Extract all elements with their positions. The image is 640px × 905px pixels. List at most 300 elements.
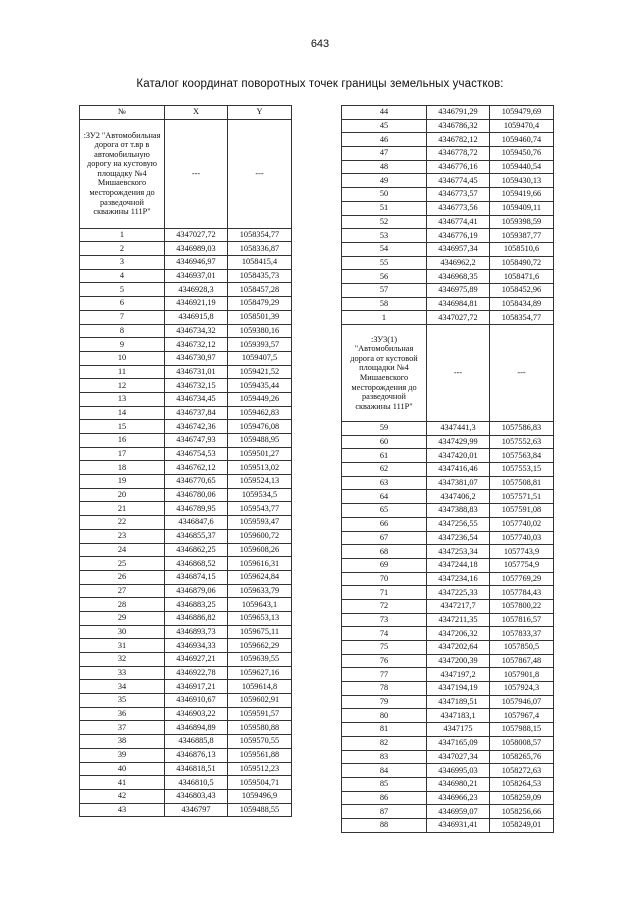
point-number: 78 — [342, 682, 427, 696]
point-number: 88 — [342, 818, 427, 832]
coord-x: 4346778,72 — [427, 147, 490, 161]
coord-x: 4346789,95 — [165, 502, 228, 516]
table-row — [80, 406, 292, 420]
table-row — [342, 531, 554, 545]
point-number: 36 — [80, 707, 165, 721]
coord-y: 1058457,28 — [228, 283, 292, 297]
coord-y: 1059600,72 — [228, 529, 292, 543]
coord-x: 4346980,21 — [427, 777, 490, 791]
point-number: 2 — [80, 242, 165, 256]
coord-x: 4347217,7 — [427, 599, 490, 613]
table-row — [342, 736, 554, 750]
table-row — [80, 694, 292, 708]
point-number: 38 — [80, 735, 165, 749]
table-row — [342, 106, 554, 120]
coord-x: 4346732,15 — [165, 379, 228, 393]
coord-y: 1058272,63 — [490, 764, 554, 778]
table-row — [80, 461, 292, 475]
coord-x: 4346989,03 — [165, 242, 228, 256]
point-number: 30 — [80, 625, 165, 639]
table-row — [80, 488, 292, 502]
point-number: 48 — [342, 160, 427, 174]
coord-y: 1057586,83 — [490, 422, 554, 436]
coord-x: 4346786,32 — [427, 119, 490, 133]
coord-y: 1058435,73 — [228, 269, 292, 283]
coord-x: 4346876,13 — [165, 748, 228, 762]
coord-y: 1059440,54 — [490, 160, 554, 174]
point-number: 9 — [80, 338, 165, 352]
coord-y: 1059380,16 — [228, 324, 292, 338]
point-number: 84 — [342, 764, 427, 778]
coord-y: 1059543,77 — [228, 502, 292, 516]
point-number: 22 — [80, 516, 165, 530]
coord-x: 4347441,3 — [427, 422, 490, 436]
table-row — [342, 449, 554, 463]
coord-x: 4347027,72 — [427, 311, 490, 325]
coord-x: 4346927,21 — [165, 653, 228, 667]
coord-y: 1059616,31 — [228, 557, 292, 571]
coordinates-table-right — [341, 105, 554, 833]
coord-y: 1057850,5 — [490, 641, 554, 655]
point-number: 46 — [342, 133, 427, 147]
coord-y: 1057901,8 — [490, 668, 554, 682]
coord-x: 4346780,06 — [165, 488, 228, 502]
table-row — [342, 283, 554, 297]
point-number: 29 — [80, 611, 165, 625]
point-number: 31 — [80, 639, 165, 653]
coord-y: 1057563,84 — [490, 449, 554, 463]
table-row — [80, 310, 292, 324]
header-x: X — [165, 106, 228, 120]
table-row — [342, 435, 554, 449]
coord-x: 4346731,01 — [165, 365, 228, 379]
point-number: 58 — [342, 297, 427, 311]
coord-y: 1057740,03 — [490, 531, 554, 545]
coord-x: 4346922,78 — [165, 666, 228, 680]
table-row — [342, 242, 554, 256]
point-number: 35 — [80, 694, 165, 708]
point-number: 82 — [342, 736, 427, 750]
coord-x: 4346957,34 — [427, 242, 490, 256]
table-row — [80, 242, 292, 256]
coord-x: 4346984,81 — [427, 297, 490, 311]
table-row — [80, 584, 292, 598]
coord-x: 4346754,53 — [165, 447, 228, 461]
coord-x: 4346773,57 — [427, 188, 490, 202]
point-number: 43 — [80, 803, 165, 817]
page-title: Каталог координат поворотных точек границы земельных участков: — [136, 78, 504, 90]
page-number: 643 — [310, 38, 330, 50]
coord-y: 1059653,13 — [228, 611, 292, 625]
coordinates-table-left — [79, 105, 292, 817]
point-number: 72 — [342, 599, 427, 613]
point-number: 19 — [80, 475, 165, 489]
table-row — [80, 598, 292, 612]
coord-x: 4346966,23 — [427, 791, 490, 805]
table-row — [80, 789, 292, 803]
point-number: 7 — [80, 310, 165, 324]
table-row — [342, 545, 554, 559]
coord-x: 4347206,32 — [427, 627, 490, 641]
point-number: 77 — [342, 668, 427, 682]
coord-x: 4346883,25 — [165, 598, 228, 612]
coord-x: 4346874,15 — [165, 570, 228, 584]
coord-y: 1059419,66 — [490, 188, 554, 202]
coord-y: 1059462,83 — [228, 406, 292, 420]
table-row — [80, 557, 292, 571]
coord-y: 1058259,09 — [490, 791, 554, 805]
coord-y: 1057800,22 — [490, 599, 554, 613]
coord-x: 4346928,3 — [165, 283, 228, 297]
point-number: 70 — [342, 572, 427, 586]
coord-x: 4346747,93 — [165, 434, 228, 448]
coord-x: 4346959,07 — [427, 805, 490, 819]
coord-x: 4346937,01 — [165, 269, 228, 283]
coord-x: 4346868,52 — [165, 557, 228, 571]
point-number: 17 — [80, 447, 165, 461]
coord-x: 4346797 — [165, 803, 228, 817]
coord-y: 1059398,59 — [490, 215, 554, 229]
point-number: 49 — [342, 174, 427, 188]
coord-y: 1058434,89 — [490, 297, 554, 311]
point-number: 42 — [80, 789, 165, 803]
table-row — [80, 639, 292, 653]
coord-x: 4346770,65 — [165, 475, 228, 489]
coord-x: 4346885,8 — [165, 735, 228, 749]
coord-y: 1059627,16 — [228, 666, 292, 680]
coord-x: 4346774,41 — [427, 215, 490, 229]
coord-y: 1058479,29 — [228, 297, 292, 311]
point-number: 45 — [342, 119, 427, 133]
coord-y: 1057946,07 — [490, 695, 554, 709]
table-row — [342, 147, 554, 161]
point-number: 27 — [80, 584, 165, 598]
coord-x: 4347253,34 — [427, 545, 490, 559]
coord-y: 1059591,57 — [228, 707, 292, 721]
coord-x: 4347225,33 — [427, 586, 490, 600]
table-row — [342, 119, 554, 133]
table-row — [80, 502, 292, 516]
coord-x: 4346810,5 — [165, 776, 228, 790]
table-row — [80, 570, 292, 584]
point-number: 28 — [80, 598, 165, 612]
coord-x: 4347189,51 — [427, 695, 490, 709]
point-number: 26 — [80, 570, 165, 584]
table-row — [342, 422, 554, 436]
coord-x: 4347388,83 — [427, 504, 490, 518]
coord-y: 1058008,57 — [490, 736, 554, 750]
coord-y: 1059488,95 — [228, 434, 292, 448]
point-number: 37 — [80, 721, 165, 735]
coord-x: 4346730,97 — [165, 351, 228, 365]
point-number: 4 — [80, 269, 165, 283]
table-row — [80, 529, 292, 543]
table-row — [342, 160, 554, 174]
parcel-label: :ЗУ2 "Автомобильная дорога от т.вр в автомобильную дорогу на кустовую площадку №4 Мишаевского месторождения до разведочной скважины 111Р" — [80, 119, 165, 228]
point-number: 83 — [342, 750, 427, 764]
table-row — [80, 324, 292, 338]
point-number: 63 — [342, 476, 427, 490]
coord-y: 1058510,6 — [490, 242, 554, 256]
table-row — [342, 256, 554, 270]
coord-y: 1057508,81 — [490, 476, 554, 490]
point-number: 69 — [342, 558, 427, 572]
table-row — [342, 750, 554, 764]
coord-y: 1059512,23 — [228, 762, 292, 776]
coord-x: 4346894,89 — [165, 721, 228, 735]
parcel-row — [342, 325, 554, 422]
table-row — [342, 174, 554, 188]
coord-y: 1057816,57 — [490, 613, 554, 627]
point-number: 41 — [80, 776, 165, 790]
table-row — [80, 666, 292, 680]
coord-x: 4346774,45 — [427, 174, 490, 188]
coord-y: 1059561,88 — [228, 748, 292, 762]
coord-y: 1059393,57 — [228, 338, 292, 352]
coord-x: 4346782,12 — [427, 133, 490, 147]
point-number: 80 — [342, 709, 427, 723]
coord-y: 1059675,11 — [228, 625, 292, 639]
parcel-x: --- — [165, 119, 228, 228]
coord-y: 1058354,77 — [228, 228, 292, 242]
point-number: 44 — [342, 106, 427, 120]
point-number: 32 — [80, 653, 165, 667]
point-number: 55 — [342, 256, 427, 270]
point-number: 74 — [342, 627, 427, 641]
coord-y: 1059614,8 — [228, 680, 292, 694]
table-row — [342, 586, 554, 600]
coord-x: 4346803,43 — [165, 789, 228, 803]
table-row — [342, 777, 554, 791]
coord-y: 1059624,84 — [228, 570, 292, 584]
table-row — [80, 762, 292, 776]
coord-y: 1059602,91 — [228, 694, 292, 708]
coord-y: 1058415,4 — [228, 256, 292, 270]
table-row — [80, 475, 292, 489]
coord-y: 1057867,48 — [490, 654, 554, 668]
coord-x: 4346934,33 — [165, 639, 228, 653]
table-row — [342, 805, 554, 819]
table-row — [342, 723, 554, 737]
coord-y: 1057553,15 — [490, 463, 554, 477]
coord-y: 1059449,26 — [228, 392, 292, 406]
coord-x: 4346762,12 — [165, 461, 228, 475]
coord-y: 1059662,29 — [228, 639, 292, 653]
table-row — [342, 818, 554, 832]
coord-x: 4346931,41 — [427, 818, 490, 832]
coord-y: 1058501,39 — [228, 310, 292, 324]
coord-x: 4346915,8 — [165, 310, 228, 324]
coord-y: 1058265,76 — [490, 750, 554, 764]
coord-y: 1059504,71 — [228, 776, 292, 790]
point-number: 68 — [342, 545, 427, 559]
coord-x: 4346903,22 — [165, 707, 228, 721]
header-y: Y — [228, 106, 292, 120]
coord-y: 1059570,55 — [228, 735, 292, 749]
table-row — [342, 504, 554, 518]
table-row — [342, 463, 554, 477]
point-number: 81 — [342, 723, 427, 737]
coord-y: 1058256,66 — [490, 805, 554, 819]
point-number: 73 — [342, 613, 427, 627]
coord-y: 1059409,11 — [490, 201, 554, 215]
coord-y: 1059643,1 — [228, 598, 292, 612]
point-number: 51 — [342, 201, 427, 215]
coord-y: 1059633,79 — [228, 584, 292, 598]
coord-y: 1057833,37 — [490, 627, 554, 641]
table-row — [80, 516, 292, 530]
point-number: 47 — [342, 147, 427, 161]
point-number: 23 — [80, 529, 165, 543]
point-number: 8 — [80, 324, 165, 338]
table-row — [342, 668, 554, 682]
point-number: 6 — [80, 297, 165, 311]
parcel-y: --- — [228, 119, 292, 228]
table-row — [80, 269, 292, 283]
coord-x: 4346995,03 — [427, 764, 490, 778]
table-row — [80, 256, 292, 270]
parcel-x: --- — [427, 325, 490, 422]
coord-x: 4346886,82 — [165, 611, 228, 625]
coord-y: 1057988,15 — [490, 723, 554, 737]
point-number: 11 — [80, 365, 165, 379]
coord-x: 4347234,16 — [427, 572, 490, 586]
coord-x: 4347381,07 — [427, 476, 490, 490]
point-number: 18 — [80, 461, 165, 475]
coord-y: 1058490,72 — [490, 256, 554, 270]
point-number: 3 — [80, 256, 165, 270]
coord-y: 1058264,53 — [490, 777, 554, 791]
coord-y: 1059524,13 — [228, 475, 292, 489]
coord-x: 4347236,54 — [427, 531, 490, 545]
table-row — [342, 270, 554, 284]
coord-y: 1057743,9 — [490, 545, 554, 559]
coord-y: 1058354,77 — [490, 311, 554, 325]
coord-x: 4346879,06 — [165, 584, 228, 598]
coord-x: 4346946,97 — [165, 256, 228, 270]
coord-x: 4346734,32 — [165, 324, 228, 338]
point-number: 34 — [80, 680, 165, 694]
point-number: 64 — [342, 490, 427, 504]
coord-x: 4347194,19 — [427, 682, 490, 696]
coord-x: 4346773,56 — [427, 201, 490, 215]
table-row — [80, 735, 292, 749]
point-number: 76 — [342, 654, 427, 668]
coord-x: 4347175 — [427, 723, 490, 737]
point-number: 5 — [80, 283, 165, 297]
coord-y: 1058336,87 — [228, 242, 292, 256]
coord-x: 4347420,01 — [427, 449, 490, 463]
coord-y: 1059608,26 — [228, 543, 292, 557]
table-row — [342, 791, 554, 805]
table-row — [342, 476, 554, 490]
table-row — [342, 229, 554, 243]
table-row — [80, 625, 292, 639]
table-row — [342, 682, 554, 696]
point-number: 86 — [342, 791, 427, 805]
coord-y: 1059534,5 — [228, 488, 292, 502]
coord-x: 4346917,21 — [165, 680, 228, 694]
table-row — [80, 420, 292, 434]
point-number: 15 — [80, 420, 165, 434]
coord-y: 1059513,02 — [228, 461, 292, 475]
coord-y: 1058452,96 — [490, 283, 554, 297]
point-number: 60 — [342, 435, 427, 449]
coord-x: 4346910,67 — [165, 694, 228, 708]
coord-y: 1057924,3 — [490, 682, 554, 696]
coord-y: 1059479,69 — [490, 106, 554, 120]
point-number: 57 — [342, 283, 427, 297]
table-row — [342, 695, 554, 709]
table-row — [342, 311, 554, 325]
point-number: 21 — [80, 502, 165, 516]
point-number: 1 — [80, 228, 165, 242]
coord-y: 1059470,4 — [490, 119, 554, 133]
coord-y: 1059476,08 — [228, 420, 292, 434]
coord-y: 1059407,5 — [228, 351, 292, 365]
coord-x: 4346734,45 — [165, 392, 228, 406]
coord-y: 1059580,88 — [228, 721, 292, 735]
table-row — [342, 490, 554, 504]
point-number: 14 — [80, 406, 165, 420]
coord-x: 4346975,89 — [427, 283, 490, 297]
table-row — [342, 627, 554, 641]
point-number: 66 — [342, 517, 427, 531]
coord-y: 1059450,76 — [490, 147, 554, 161]
coord-y: 1057571,51 — [490, 490, 554, 504]
coord-x: 4347429,99 — [427, 435, 490, 449]
coord-x: 4346968,35 — [427, 270, 490, 284]
point-number: 40 — [80, 762, 165, 776]
table-row — [342, 599, 554, 613]
parcel-label: :ЗУ3(1) "Автомобильная дорога от кустовой площадки №4 Мишаевского месторождения до разведочной скважины 111Р" — [342, 325, 427, 422]
table-row — [80, 721, 292, 735]
table-row — [342, 517, 554, 531]
coord-y: 1057740,02 — [490, 517, 554, 531]
table-header-row — [80, 106, 292, 120]
point-number: 13 — [80, 392, 165, 406]
coord-x: 4346818,51 — [165, 762, 228, 776]
point-number: 50 — [342, 188, 427, 202]
table-row — [342, 572, 554, 586]
point-number: 1 — [342, 311, 427, 325]
coord-x: 4347165,09 — [427, 736, 490, 750]
coord-x: 4347200,39 — [427, 654, 490, 668]
coord-y: 1059593,47 — [228, 516, 292, 530]
point-number: 75 — [342, 641, 427, 655]
table-row — [342, 133, 554, 147]
point-number: 25 — [80, 557, 165, 571]
coord-x: 4346893,73 — [165, 625, 228, 639]
parcel-row — [80, 119, 292, 228]
coord-x: 4346791,29 — [427, 106, 490, 120]
coord-y: 1057591,08 — [490, 504, 554, 518]
coord-y: 1057967,4 — [490, 709, 554, 723]
table-row — [342, 654, 554, 668]
coord-x: 4347027,34 — [427, 750, 490, 764]
point-number: 16 — [80, 434, 165, 448]
coord-y: 1057784,43 — [490, 586, 554, 600]
coord-x: 4347211,35 — [427, 613, 490, 627]
coord-y: 1059435,44 — [228, 379, 292, 393]
coord-x: 4346855,37 — [165, 529, 228, 543]
table-row — [80, 543, 292, 557]
header-number: № — [80, 106, 165, 120]
point-number: 59 — [342, 422, 427, 436]
point-number: 65 — [342, 504, 427, 518]
point-number: 85 — [342, 777, 427, 791]
point-number: 24 — [80, 543, 165, 557]
